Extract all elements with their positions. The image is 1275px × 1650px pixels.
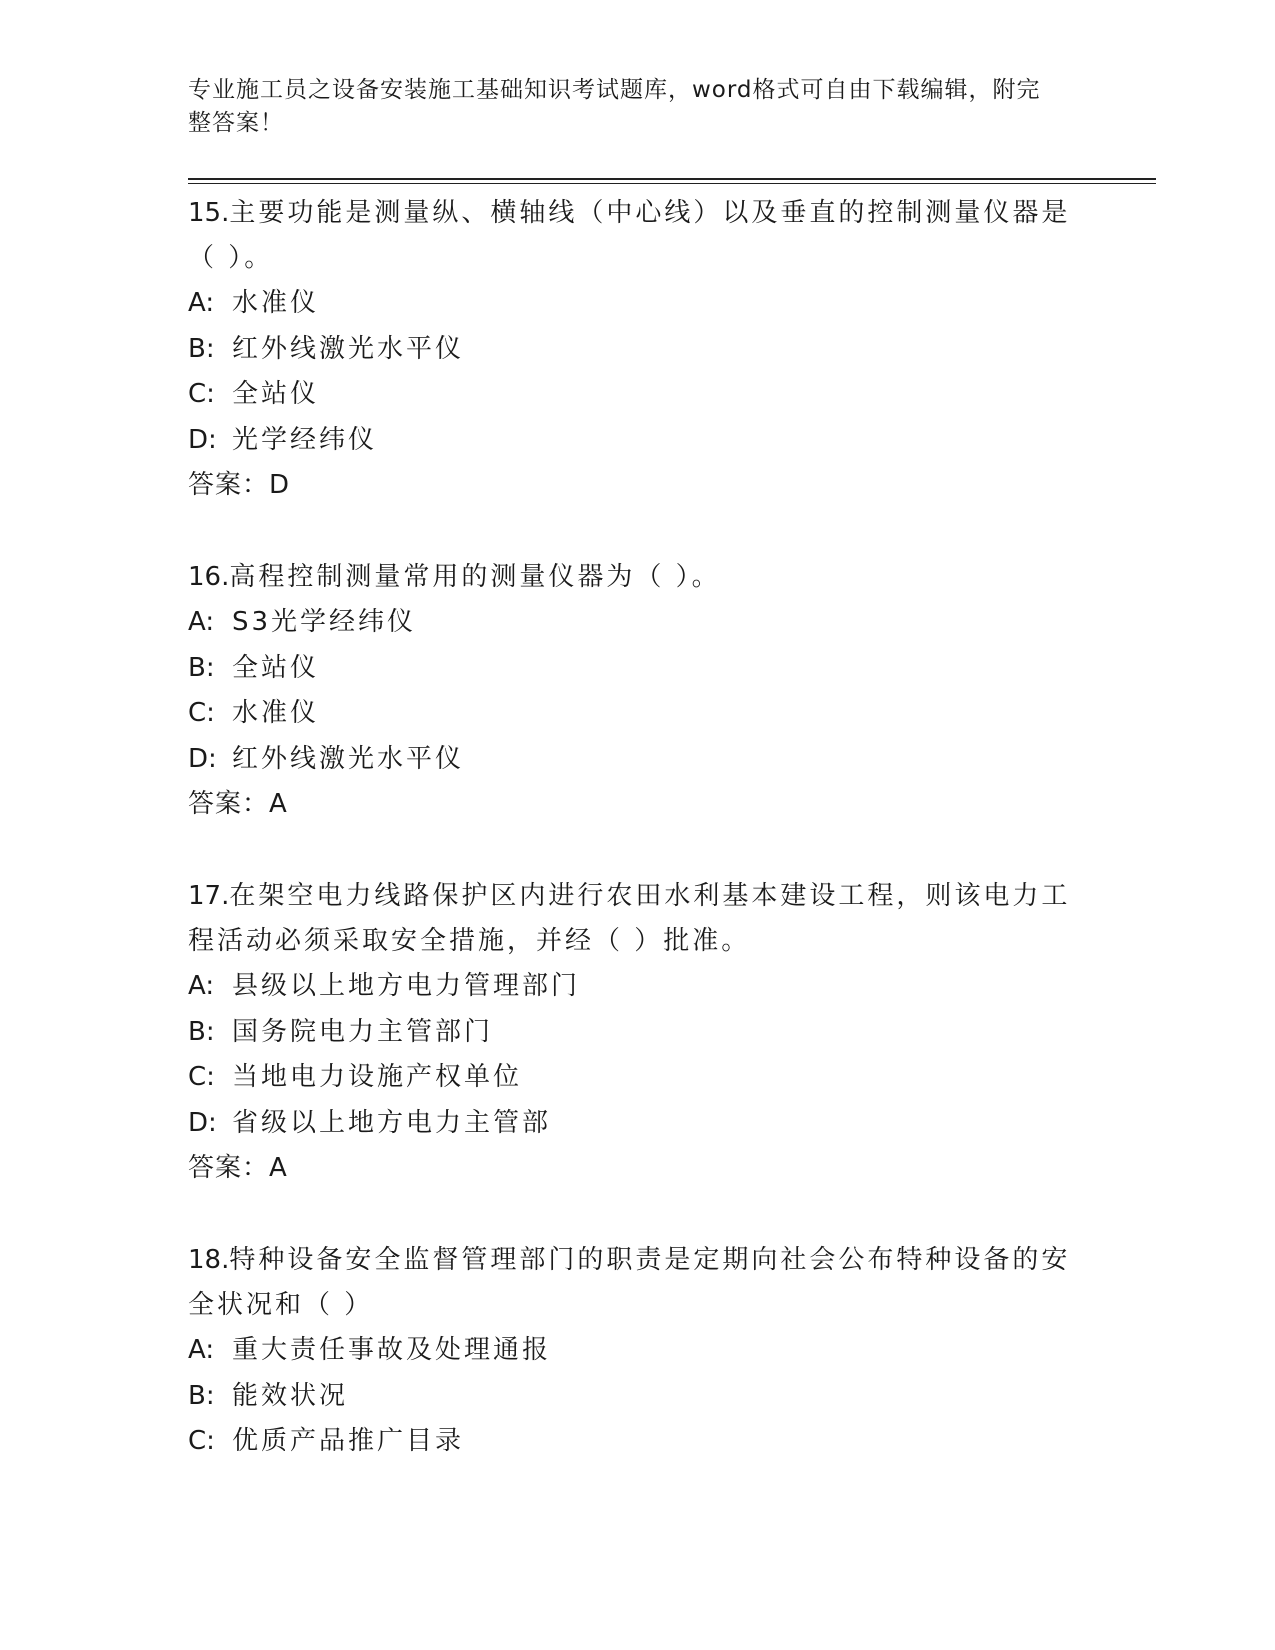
question-stem xyxy=(188,191,1088,281)
question-number: 16. xyxy=(188,562,230,592)
option-text: 全站仪 xyxy=(232,379,320,409)
option-text: 重大责任事故及处理通报 xyxy=(232,1335,552,1365)
question-stem xyxy=(188,1238,1088,1328)
question-text: 在架空电力线路保护区内进行农田水利基本建设工程，则该电力工程活动必须采取安全措施，并经（ ）批准。 xyxy=(188,881,1071,956)
question-text: 高程控制测量常用的测量仪器为（ ）。 xyxy=(229,562,721,592)
option-letter: C: xyxy=(188,379,215,409)
option-a xyxy=(188,281,1156,327)
option-a xyxy=(188,600,1156,646)
header-divider-thick xyxy=(188,178,1156,180)
option-letter: D: xyxy=(188,743,217,774)
option-text: 光学经纬仪 xyxy=(232,424,378,455)
option-letter: D: xyxy=(188,424,217,455)
option-text: 优质产品推广目录 xyxy=(232,1426,465,1456)
option-letter: A: xyxy=(188,607,215,637)
option-c xyxy=(188,372,1156,418)
option-d xyxy=(188,1101,1156,1147)
option-c xyxy=(188,1055,1156,1101)
question-list xyxy=(188,191,1156,1512)
option-letter: A: xyxy=(188,971,215,1001)
question-text: 主要功能是测量纵、横轴线（中心线）以及垂直的控制测量仪器是（ ）。 xyxy=(188,198,1071,273)
option-b xyxy=(188,327,1156,373)
document-intro: 专业施工员之设备安装施工基础知识考试题库，word格式可自由下载编辑，附完整答案！ xyxy=(188,77,1041,136)
header-divider-thin xyxy=(188,183,1156,184)
option-text: 当地电力设施产权单位 xyxy=(232,1062,523,1092)
option-letter: C: xyxy=(188,698,215,728)
option-letter: A: xyxy=(188,1335,215,1365)
option-letter: B: xyxy=(188,1380,215,1411)
option-text: 县级以上地方电力管理部门 xyxy=(232,971,581,1001)
option-letter: B: xyxy=(188,652,215,683)
option-text: S3光学经纬仪 xyxy=(232,607,417,637)
answer-line: 答案：D xyxy=(188,470,291,500)
option-b xyxy=(188,646,1156,692)
answer-line: 答案：A xyxy=(188,789,288,819)
question-number: 18. xyxy=(188,1245,230,1275)
question-text: 特种设备安全监督管理部门的职责是定期向社会公布特种设备的安全状况和（ ） xyxy=(188,1245,1071,1320)
option-letter: C: xyxy=(188,1062,215,1092)
option-text: 红外线激光水平仪 xyxy=(232,333,465,364)
option-c xyxy=(188,1419,1156,1465)
question-17 xyxy=(188,874,1156,1191)
option-letter: B: xyxy=(188,1016,215,1047)
option-text: 水准仪 xyxy=(232,698,320,728)
question-stem xyxy=(188,874,1088,964)
answer-line: 答案：A xyxy=(188,1153,288,1183)
question-number: 17. xyxy=(188,881,230,911)
option-letter: B: xyxy=(188,333,215,364)
option-d xyxy=(188,737,1156,783)
question-16 xyxy=(188,555,1156,827)
question-15 xyxy=(188,191,1156,508)
option-text: 全站仪 xyxy=(232,652,320,683)
option-text: 能效状况 xyxy=(232,1380,349,1411)
option-a xyxy=(188,1328,1156,1374)
option-b xyxy=(188,1374,1156,1420)
option-letter: D: xyxy=(188,1107,217,1138)
question-number: 15. xyxy=(188,198,230,228)
option-c xyxy=(188,691,1156,737)
question-18 xyxy=(188,1238,1156,1465)
option-letter: C: xyxy=(188,1426,215,1456)
option-letter: A: xyxy=(188,288,215,318)
option-text: 国务院电力主管部门 xyxy=(232,1016,494,1047)
option-text: 红外线激光水平仪 xyxy=(232,743,465,774)
question-stem xyxy=(188,555,1088,600)
option-d xyxy=(188,418,1156,464)
option-text: 水准仪 xyxy=(232,288,320,318)
option-b xyxy=(188,1010,1156,1056)
option-text: 省级以上地方电力主管部 xyxy=(232,1107,552,1138)
option-a xyxy=(188,964,1156,1010)
